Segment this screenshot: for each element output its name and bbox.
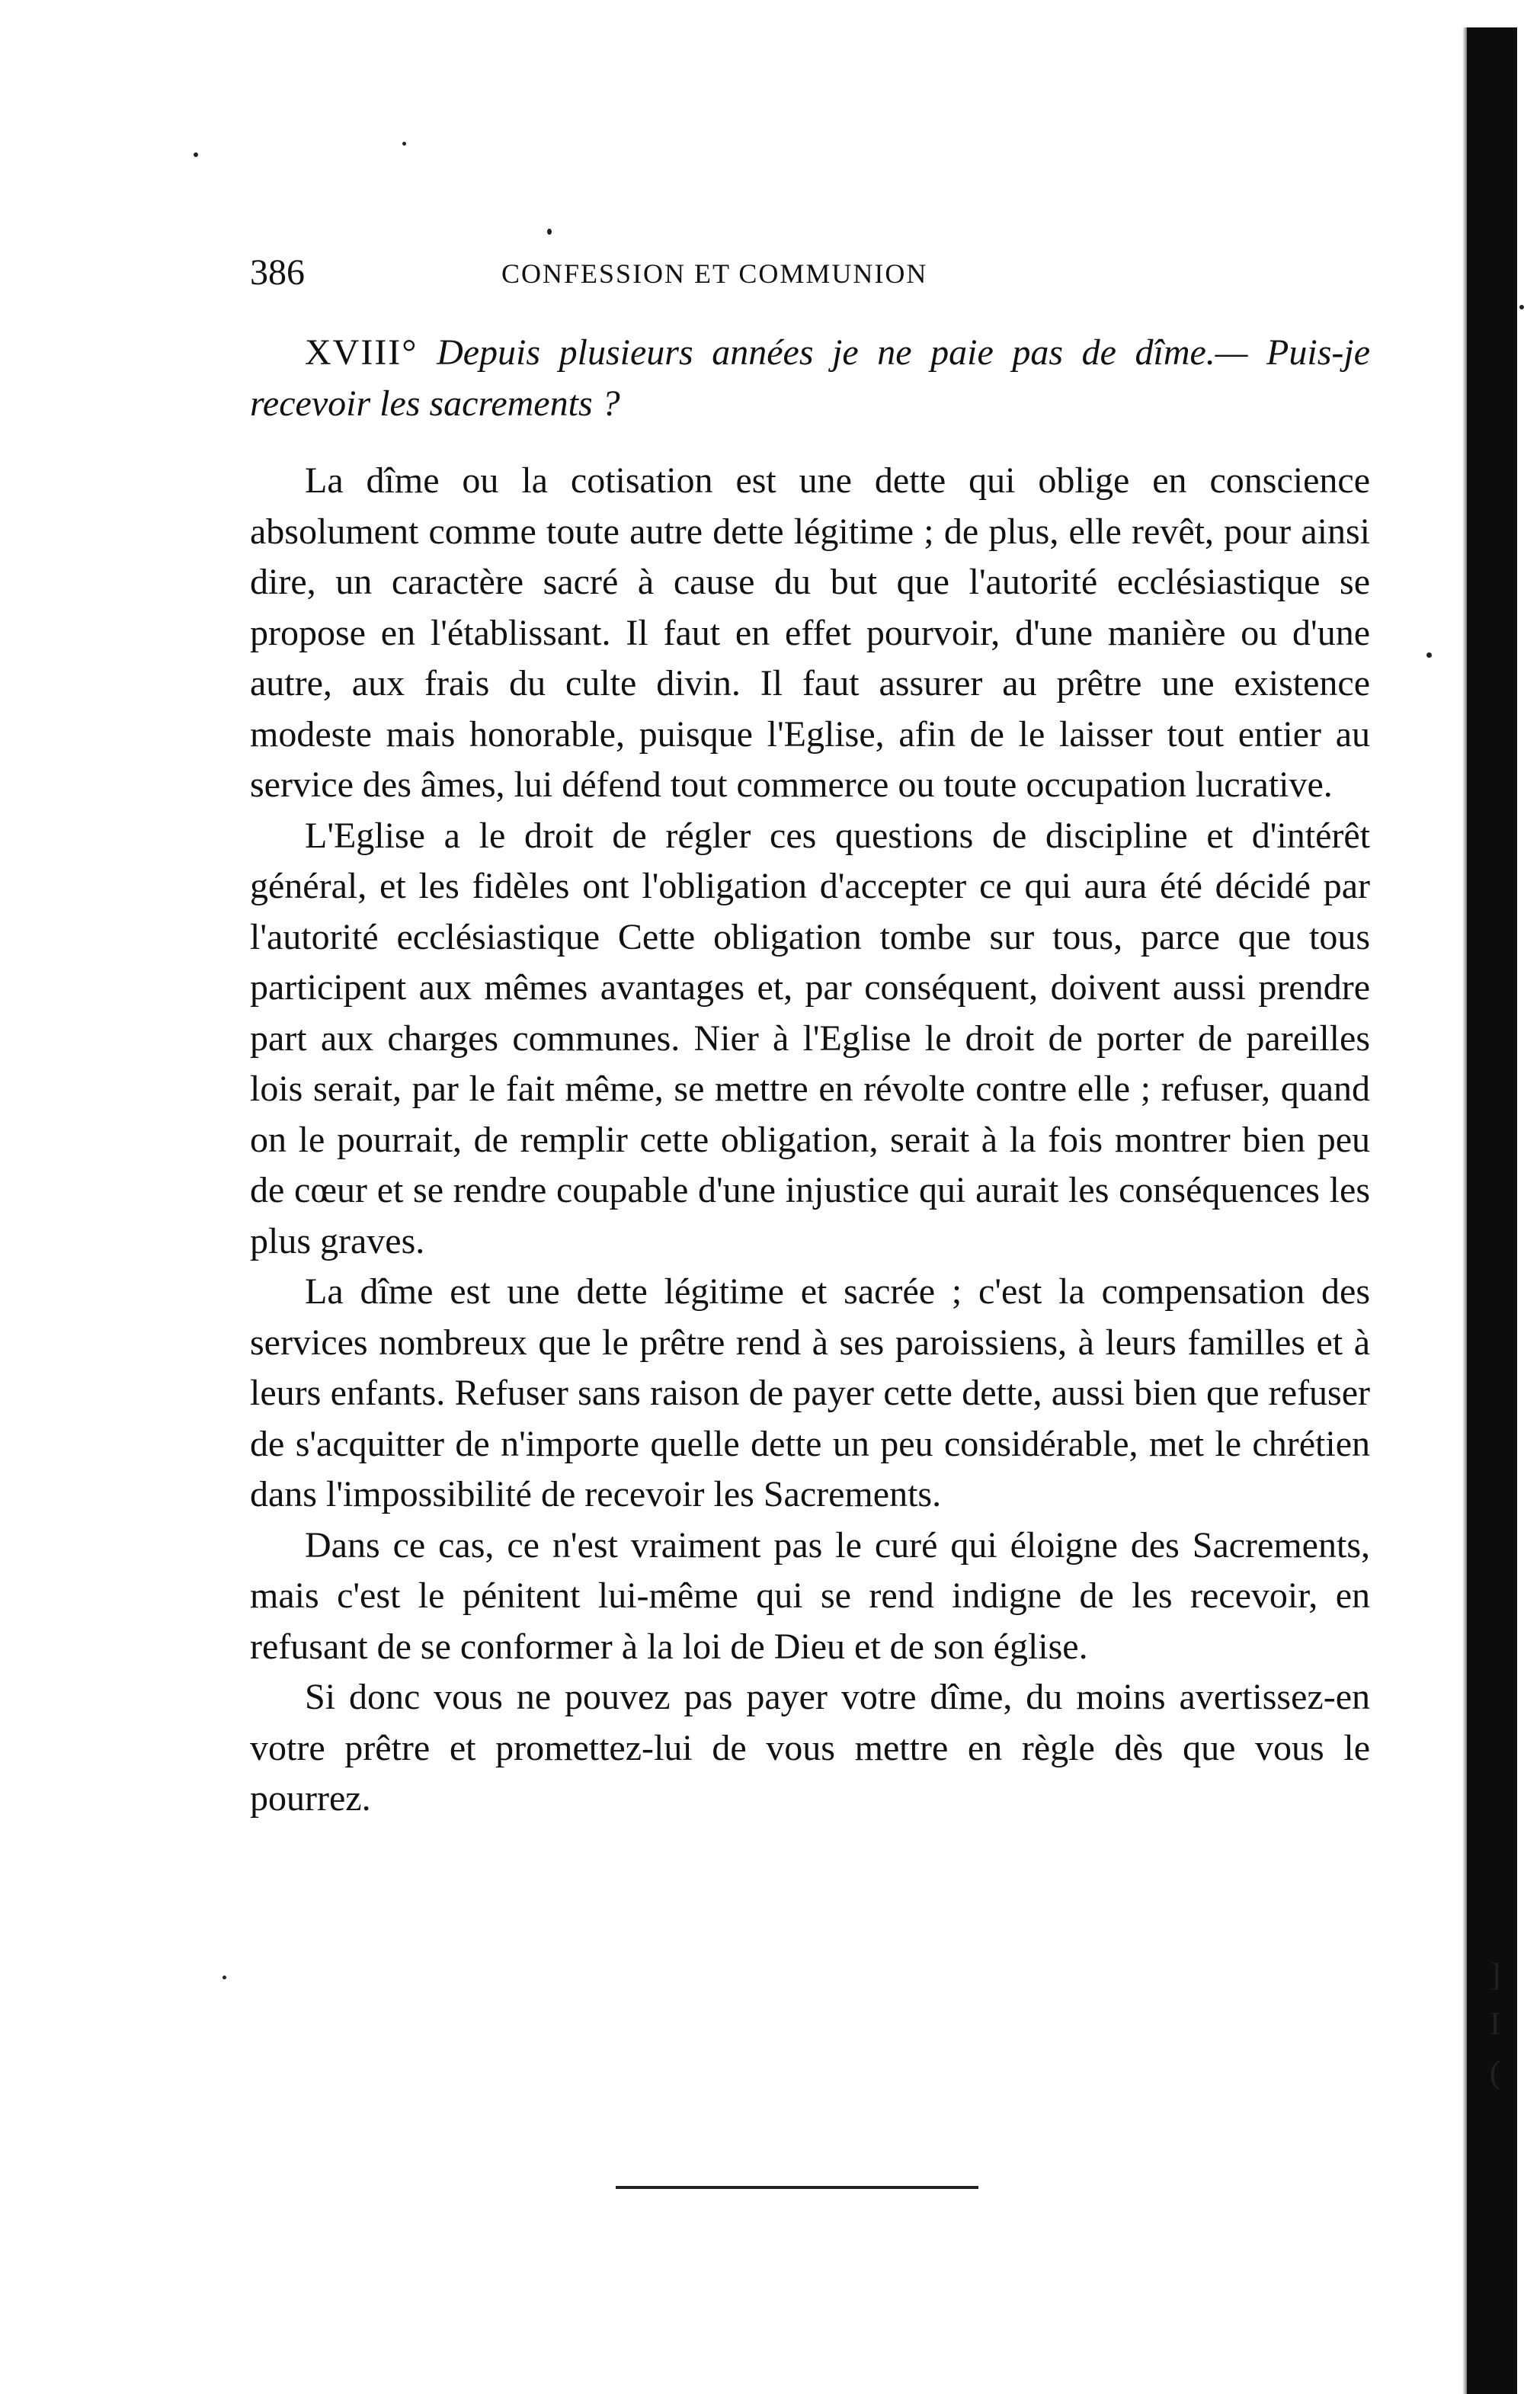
paragraph: Dans ce cas, ce n'est vraiment pas le curé qui éloigne des Sacrements, mais c'est le pénitent lui-même qui se rend indigne de les recevoir, en refusant de se conformer à la loi de Dieu et de son église.	[250, 1524, 1370, 1667]
scan-speck	[547, 229, 552, 235]
page-number: 386	[250, 252, 305, 293]
paragraph: Si donc vous ne pouvez pas payer votre dîme, du moins avertissez-en votre prêtre et promettez-lui de vous mettre en règle dès que vous le pourrez.	[250, 1677, 1370, 1819]
margin-mark: ]	[1490, 1958, 1500, 1993]
end-rule	[616, 2186, 978, 2189]
question-text: Depuis plusieurs années je ne paie pas de dîme.— Puis-je recevoir les sacrements ?	[250, 332, 1370, 424]
text-block	[250, 328, 1370, 1825]
page-header	[250, 252, 1439, 312]
paragraph: L'Eglise a le droit de régler ces questions de discipline et d'intérêt général, et les fidèles ont l'obligation d'accepter ce qui aura été décidé par l'autorité ecclésiastique Cette obligation tombe sur tous, parce que tous participent aux mêmes avantages et, par conséquent, doivent aussi prendre part aux charges communes. Nier à l'Eglise le droit de porter de pareilles lois serait, par le fait même, se mettre en révolte contre elle ; refuser, quand on le pourrait, de remplir cette obligation, serait à la fois montrer bien peu de cœur et se rendre coupable d'une injustice qui aurait les conséquences les plus graves.	[250, 815, 1370, 1261]
running-head: CONFESSION ET COMMUNION	[501, 258, 928, 289]
question-heading	[250, 328, 1370, 429]
scan-speck	[1519, 305, 1524, 309]
paragraph: La dîme ou la cotisation est une dette qui oblige en conscience absolument comme toute autre dette légitime ; de plus, elle revêt, pour ainsi dire, un caractère sacré à cause du but que l'autorité ecclésiastique se propose en l'établissant. Il faut en effet pourvoir, d'une manière ou d'une autre, aux frais du culte divin. Il faut assurer au prêtre une existence modeste mais honorable, puisque l'Eglise, afin de le laisser tout entier au service des âmes, lui défend tout commerce ou toute occupation lucrative.	[250, 460, 1370, 805]
paragraph: La dîme est une dette légitime et sacrée ; c'est la compensation des services nombreux que le prêtre rend à ses paroissiens, à leurs familles et à leurs enfants. Refuser sans raison de payer cette dette, aussi bien que refuser de s'acquitter de n'importe quelle dette un peu considérable, met le chrétien dans l'impossibilité de recevoir les Sacrements.	[250, 1271, 1370, 1514]
scan-speck	[402, 142, 406, 146]
question-numeral: XVIII°	[305, 332, 418, 373]
scan-speck	[223, 1976, 226, 1979]
scan-speck	[1426, 652, 1432, 658]
scan-speck	[194, 152, 198, 157]
margin-mark: (	[1490, 2056, 1500, 2091]
margin-marks	[1490, 1951, 1500, 2098]
margin-mark: I	[1490, 2007, 1500, 2042]
